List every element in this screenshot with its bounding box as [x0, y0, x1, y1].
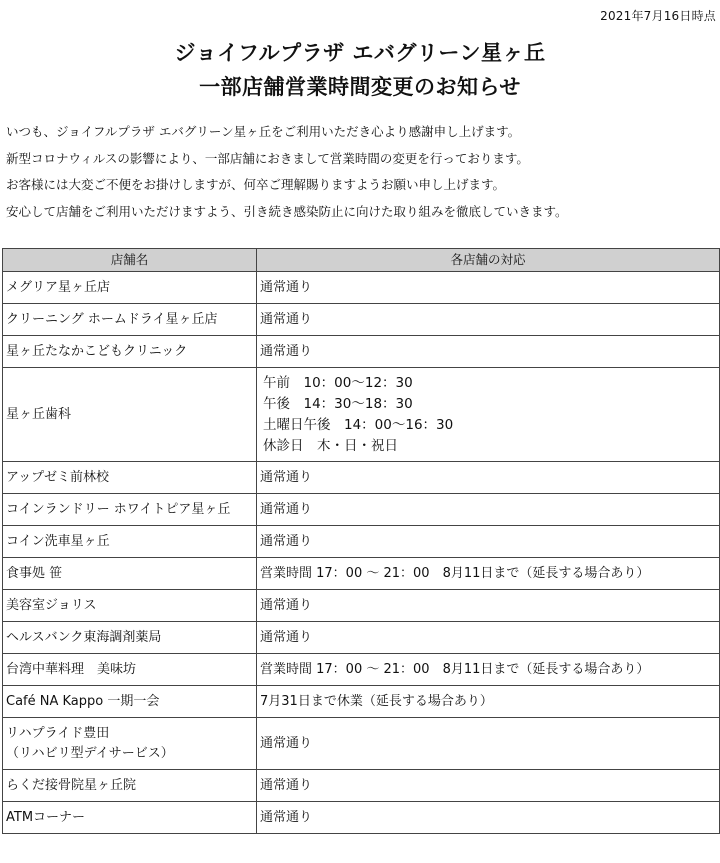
intro-line: 安心して店舗をご利用いただけますよう、引き続き感染防止に向けた取り組みを徹底していきます。: [6, 203, 568, 219]
table-row: [3, 590, 720, 622]
store-status-cell: 通常通り: [257, 304, 720, 336]
store-status-cell: 通常通り: [257, 802, 720, 834]
store-status-cell: 営業時間 17：00 〜 21：00 8月11日まで（延長する場合あり）: [257, 558, 720, 590]
intro-line: 新型コロナウィルスの影響により、一部店舗におきまして営業時間の変更を行っております。: [6, 150, 529, 166]
hours-line: 午後 14：30〜18：30: [263, 395, 413, 412]
hours-line: 休診日 木・日・祝日: [263, 437, 398, 454]
table-row: [3, 622, 720, 654]
intro-line: お客様には大変ご不便をお掛けしますが、何卒ご理解賜りますようお願い申し上げます。: [6, 177, 506, 192]
store-status-cell: [257, 368, 720, 462]
store-name-cell: アップゼミ前林校: [3, 462, 257, 494]
table-row: [3, 718, 720, 770]
hours-line: 土曜日午後 14：00〜16：30: [263, 416, 454, 433]
intro-text: [6, 119, 714, 225]
store-status-cell: 通常通り: [257, 622, 720, 654]
store-name-cell: メグリア星ヶ丘店: [3, 272, 257, 304]
page-title: ジョイフルプラザ エバグリーン星ヶ丘: [174, 41, 546, 65]
store-name-cell: 美容室ジョリス: [3, 590, 257, 622]
column-header-store-name: 店舗名: [3, 249, 257, 272]
date-label: 2021年7月16日時点: [600, 9, 716, 23]
table-row: [3, 526, 720, 558]
store-status-cell: 7月31日まで休業（延長する場合あり）: [257, 686, 720, 718]
store-status-cell: 通常通り: [257, 462, 720, 494]
table-row: [3, 272, 720, 304]
table-row: [3, 558, 720, 590]
store-name-cell: 星ヶ丘たなかこどもクリニック: [3, 336, 257, 368]
store-status-cell: 通常通り: [257, 494, 720, 526]
table-row: [3, 462, 720, 494]
table-row: [3, 494, 720, 526]
column-header-response: 各店舗の対応: [257, 249, 720, 272]
store-name-line: リハプライド豊田: [6, 725, 110, 741]
intro-line: いつも、ジョイフルプラザ エバグリーン星ヶ丘をご利用いただき心より感謝申し上げます。: [6, 124, 521, 139]
store-status-cell: 通常通り: [257, 336, 720, 368]
store-name-cell: [3, 718, 257, 770]
table-row: [3, 686, 720, 718]
table-row: [3, 654, 720, 686]
hours-line: 午前 10：00〜12：30: [263, 374, 413, 391]
page-subtitle: 一部店舗営業時間変更のお知らせ: [199, 75, 521, 99]
store-status-cell: 通常通り: [257, 770, 720, 802]
store-name-cell: コイン洗車星ヶ丘: [3, 526, 257, 558]
store-name-cell: 台湾中華料理 美味坊: [3, 654, 257, 686]
store-name-cell: 食事処 笹: [3, 558, 257, 590]
store-name-cell: ヘルスバンク東海調剤薬局: [3, 622, 257, 654]
table-row: [3, 304, 720, 336]
store-name-cell: 星ヶ丘歯科: [3, 368, 257, 462]
table-row: [3, 336, 720, 368]
table-row: [3, 770, 720, 802]
store-name-cell: Café NA Kappo 一期一会: [3, 686, 257, 718]
store-name-cell: クリーニング ホームドライ星ヶ丘店: [3, 304, 257, 336]
store-status-cell: 通常通り: [257, 718, 720, 770]
table-row: [3, 802, 720, 834]
store-status-cell: 通常通り: [257, 526, 720, 558]
store-table: [2, 248, 720, 834]
store-status-cell: 営業時間 17：00 〜 21：00 8月11日まで（延長する場合あり）: [257, 654, 720, 686]
store-name-cell: コインランドリー ホワイトピア星ヶ丘: [3, 494, 257, 526]
table-header-row: [3, 249, 720, 272]
table-row: [3, 368, 720, 462]
store-status-cell: 通常通り: [257, 590, 720, 622]
store-status-cell: 通常通り: [257, 272, 720, 304]
store-name-cell: らくだ接骨院星ヶ丘院: [3, 770, 257, 802]
store-name-line: （リハビリ型デイサービス）: [6, 745, 174, 761]
store-name-cell: ATMコーナー: [3, 802, 257, 834]
